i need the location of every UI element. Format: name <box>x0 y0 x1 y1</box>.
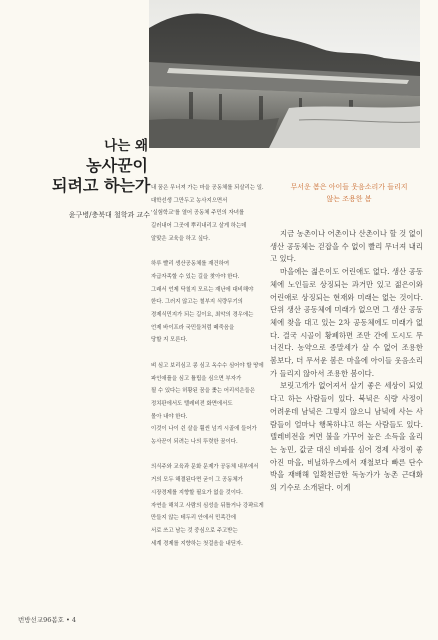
pull-quote-line: 농사꾼이 되려는 나의 뚜렷한 꿈이다. <box>151 439 238 446</box>
pull-quote-paragraph <box>151 360 264 449</box>
page-footer: 번방선교96봄호 • 4 <box>18 616 77 624</box>
pull-quote-line: 자연을 해치고 사람의 심성을 뒤틀거나 강퍅르게 <box>151 502 264 509</box>
title-line-2: 농사꾼이 <box>86 156 148 175</box>
pull-quote-line: 하루 빨리 생산공동체를 재건하여 <box>151 261 230 268</box>
pull-quote-paragraph <box>151 461 264 550</box>
pull-quote-line: 언제 바이프라 국민들처럼 떼죽음을 <box>151 324 235 331</box>
author-byline: 윤구병/충북대 철학과 교수 <box>68 211 150 219</box>
section-subhead <box>274 181 424 205</box>
pull-quote-line: 벼 심고 보리심고 콩 심고 옥수수 심어야 할 땅에 <box>151 362 264 369</box>
pull-quote-line: 파인애플을 심고 튤립을 심으면 부자가 <box>151 375 242 382</box>
pull-quote-line: 자급자족할 수 있는 길을 찾아야 한다. <box>151 273 240 280</box>
pull-quote-line: 그래서 언제 닥칠지 모르는 재난에 대비해야 <box>151 286 254 293</box>
pull-quote-line: 당할 지 모른다. <box>151 337 188 344</box>
pull-quote-line: 세계 경제를 지향하는 첫걸음을 내딛자. <box>151 540 243 547</box>
pull-quote-line: 길러내어 그곳에 뿌리내리고 살게 하는데 <box>151 223 247 230</box>
title-line-3: 되려고 하는가 <box>52 176 151 195</box>
pull-quote-column <box>151 182 264 563</box>
article-title <box>52 136 151 196</box>
subhead-line-1: 무서운 봄은 아이들 웃음소리가 들리지 <box>290 183 408 191</box>
pull-quote-line: 대학선생 그만두고 농사지으면서 <box>151 197 228 204</box>
subhead-line-2: 않는 조용한 봄 <box>326 195 372 203</box>
pull-quote-paragraph <box>151 182 264 246</box>
pull-quote-line: 알맞은 교육을 하고 싶다. <box>151 235 210 242</box>
pull-quote-line: 의식주와 교육과 문화 문제가 공동체 내부에서 <box>151 464 259 471</box>
body-paragraph: 마을에는 젊은이도 어린애도 없다. 생산 공동체에 노인들로 상징되는 과거만 있고 젊은이와 어린애로 상징되는 현재와 미래는 없는 것이다. 단위 생산 공동체에 미래가 없으면 그 생산 공동체에 찾을 대고 있는 2차 공동체에도 미래가 없다. 결국 시골이 황폐하면 조만 간에 도시도 무너진다. 농약으로 종말세가 살 수 없어 조용한 봄보다, 더 무서운 봄은 마을에 아이들 웃음소리가 들리지 않아서 조용한 봄이다. <box>270 267 423 378</box>
pull-quote-line: 몰아 내야 한다. <box>151 413 188 420</box>
body-text-column <box>270 228 423 495</box>
pull-quote-paragraph <box>151 258 264 347</box>
pull-quote-line: 내 꿈은 무너져 가는 마을 공동체를 되살리는 일. <box>151 185 264 191</box>
pull-quote-line: 경제식민지가 되는 길이요, 최악의 경우에는 <box>151 312 254 319</box>
pull-quote-line: 정치판에서도 텔레비전 화면에서도 <box>151 400 233 407</box>
rural-farmland-photo <box>149 0 420 148</box>
pull-quote-line: 서로 쓰고 남는 것 중심으로 주고받는 <box>151 527 238 534</box>
body-paragraph: 보릿고개가 없어져서 살기 좋은 세상이 되었다고 하는 사람들이 있다. 북녘은 식량 사정이 어려운데 남녘은 그렇지 않으니 남녘에 사는 사람들이 얼마나 행복하냐고 하는 사람들도 있다. 텔레비전을 켜면 불을 가꾸어 높은 소득을 올리는 농민, 값굳 대신 비파를 심어 경제 사정이 좋아진 마을, 비닐하우스에서 재철보다 빠른 단수박을 재배해 일확천금한 독농가가 농촌 근대화의 기수로 소개된다. 이게 <box>270 381 423 493</box>
pull-quote-line: 이것이 나이 쉰 살을 훨씬 넘겨 시골에 들어가 <box>151 426 257 433</box>
pull-quote-line: 한다. 그러지 않고는 철부지 식량무기의 <box>151 299 243 306</box>
title-line-1: 나는 왜 <box>104 138 148 154</box>
pull-quote-line: 만들지 않는 테두리 안에서 민족간에 <box>151 515 236 522</box>
pull-quote-line: 시장경제를 지향할 필요가 없을 것이다. <box>151 489 243 496</box>
pull-quote-line: 거의 모두 해결된다면 굳이 그 공동체가 <box>151 477 243 484</box>
pull-quote-line: '실험학교'를 열어 공동체 주민의 자녀를 <box>151 210 245 217</box>
pull-quote-line: 될 수 있다는 허황된 꿈을 좇는 어리석은들은 <box>151 388 256 395</box>
body-paragraph: 지금 농촌이나 어촌이나 산촌이나 할 것 없이 생산 공동체는 걷잡을 수 없이 빨리 무너져 내리고 있다. <box>270 229 423 264</box>
